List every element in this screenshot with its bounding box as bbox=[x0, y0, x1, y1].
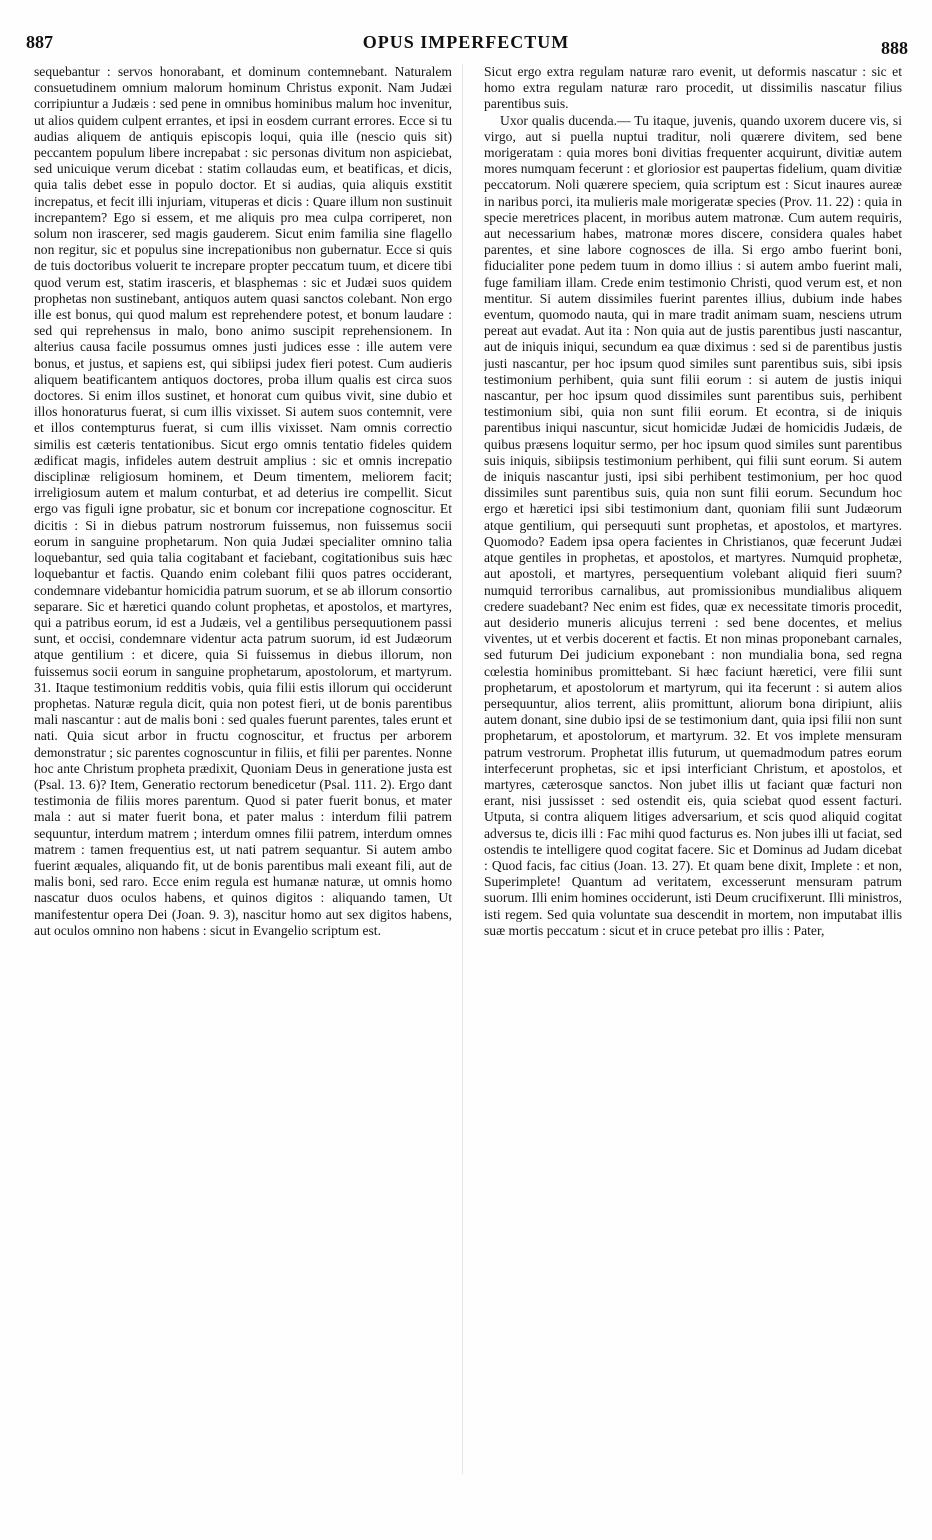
left-column bbox=[34, 64, 452, 1474]
column-divider bbox=[462, 64, 463, 1474]
right-column bbox=[484, 64, 902, 1474]
right-paragraph: Sicut ergo extra regulam naturæ raro evenit, ut deformis nascatur : sic et homo extra regulam naturæ raro procedit, ut dissimilis nascatur filius parentibus suis. bbox=[484, 64, 902, 112]
left-page-number: 887 bbox=[26, 32, 53, 52]
right-paragraph: Uxor qualis ducenda.— Tu itaque, juvenis, quando uxorem ducere vis, si virgo, aut si puella nuptui traditur, noli quærere divitem, sed bene morigeratam : quia mores boni divitias frequenter acquirunt, divitiæ autem mores numquam fecerunt : et gloriosior est paupertas fidelium, quam divitiæ peccatorum. Noli quærere speciem, quia scriptum est : Sicut inaures aureæ in naribus porci, ita mulieris male morigeratæ species (Prov. 11. 22) : quia in specie meretrices placent, in moribus autem matronæ. Cum autem requiris, aut necessarium habes, matronæ mores discere, considera quales habet parentes, et sine labore cognosces de illa. Si ergo ambo fuerint boni, fiducialiter pone pedem tuum in domo illius : si autem ambo fuerint mali, fuge familiam illam. Crede enim testimonio Christi, quod verum est, et non mentitur. Si autem dissimiles fuerint parentes illius, dubium inde habes eventum, quomodo nauta, qui in mare tradit animam suam, nesciens utrum pereat aut evadat. Aut ita : Non quia aut de justis parentibus justi nascantur, aut de iniquis iniqui, secundum ea quæ diximus : sed si de parentibus justis justi nascantur, per hoc ipsum quod similes sunt parentibus suis, sibi ipsis testimonium perhibent, quia sunt filii eorum : si autem de justis iniqui nascantur, per hoc ipsum quod dissimiles sunt parentibus suis, perhibent testimonium sibi, quia non sunt filii eorum. Et econtra, si de iniquis parentibus iniqui nascuntur, sicut homicidæ Judæi de homicidis Judæis, de quibus præsens loquitur sermo, per hoc ipsum quod similes sunt parentibus suis iniquis, sibiipsis testimonium perhibent, qui filii sunt eorum. Si autem de iniquis nascantur justi, ipsi sibi perhibent testimonium, per hoc quod dissimiles sunt parentibus suis, quia non sunt filii eorum. Secundum hoc ergo et hæretici ipsi sibi testimonium dant, quoniam filii sunt Judæorum atque gentilium, qui persequuti sunt prophetas, et apostolos, et martyres. Quomodo? Eadem ipsa opera facientes in Christianos, quæ fecerunt Judæi atque gentiles in prophetas, et apostolos, et martyres. Numquid prophetæ, aut apostoli, et martyres, persequentium volebant aliquid fieri suum? numquid terroribus carnalibus, aut promissionibus mundialibus aliquem credere suadebant? Nec enim est fides, quæ ex necessitate timoris procedit, aut desiderio muneris alicujus terreni : sed bene docentes, et melius viventes, ut et verbis docerent et factis. Et non minas proponebant carnales, sed futurum Dei judicium exponebant : non mundialia bona, sed regna cœlestia hominibus promittebant. Si hæc faciunt hæretici, vere filii sunt prophetarum, et apostolorum et martyrum, qui ita fecerunt : si autem alios persequuntur, alios terrent, aliis promittunt, aliorum bona diripiunt, aliis autem donant, sine dubio ipsi de se testimonium dant, quia ipsi filii non sunt prophetarum, et apostolorum, et martyrum. 32. Et vos implete mensuram patrum vestrorum. Prophetat illis futurum, ut quemadmodum patres eorum interfecerunt prophetas, sic et ipsi interficiant Christum, et apostolos, et martyres, cæterosque sanctos. Non jubet illis ut faciant quæ facturi non erant, nisi jussisset : sed ostendit eis, quia sciebat quod essent facturi. Utputa, si contra aliquem litiges adversarium, et scis quod aliquid cogitat adversus te, dicis illi : Fac mihi quod facturus es. Non jubes illi ut faciat, sed ostendis te intelligere quod cogitat facere. Sic et Dominus ad Judam dicebat : Quod facis, fac citius (Joan. 13. 27). Et quam bene dixit, Implete : et non, Superimplete! Quantum ad veritatem, excesserunt mensuram patrum suorum. Illi enim homines occiderunt, isti Deum crucifixerunt. Illi ministros, isti regem. Sed quia voluntate sua descendit in mortem, non imputabat illis suæ mortis peccatum : sicut et in cruce petebat pro illis : Pater, bbox=[484, 112, 902, 938]
running-title: OPUS IMPERFECTUM bbox=[362, 32, 570, 52]
page-header bbox=[0, 32, 932, 58]
left-paragraph: sequebantur : servos honorabant, et dominum contemnebant. Naturalem consuetudinem omnium malorum hominum Christus exponit. Nam Judæi corripiuntur a Judæis : sed pene in omnibus hominibus malum hoc invenitur, ut alios quidem culpent errantes, et ipsi in eosdem currant errores. Ecce si tu audias aliquem de antiquis episcopis loqui, quia ille (nescio quis sit) peccantem populum libere increpabat : sic personas divitum non aspiciebat, sed unicuique verum dicebat : statim collaudas eum, et beatificas, et dicis, quia talis debet esse in populo doctor. Et si audias, quia aliquis exstitit increpatus, et fecit illi injuriam, vituperas et dicis : Quare illum non sustinuit increpantem? Ego si essem, et me aliquis pro mea culpa corriperet, non solum non irascerer, sed magis gauderem. Sicut enim familia sine flagello non regitur, sic et populus sine increpationibus non gubernatur. Ecce si quis de tuis doctoribus voluerit te increpare propter peccatum tuum, et dicere tibi quod verum est, statim irasceris, et blasphemas : sic et Judæi suos quidem prophetas non sustinebant, antiquos autem quasi sanctos colebant. Non ergo ille est bonus, qui quod malum est reprehendere potest, et bonum laudare : sed qui reprehensus in malo, bono animo suscipit reprehensionem. In alterius causa facile possumus omnes justi judices esse : ille autem vere bonus, et justus, et sapiens est, qui sibiipsi judex fieri potest. Cum audieris aliquem beatificantem antiquos doctores, proba illum qualis est circa suos doctores. Si enim illos sustinet, et honorat cum quibus vivit, sine dubio et illos honoraturus fuerat, si cum illis vixisset. Si autem suos contemnit, vere et illos contempturus fuerat, si cum illis vixisset. Nam omnis correctio similis est cæteris tentationibus. Sicut ergo omnis tentatio fideles quidem ædificat magis, infideles autem destruit amplius : sic et omnis increpatio disciplinæ religiosum hominem, et Deum timentem, meliorem facit; irreligiosum autem et malum conturbat, et ad deterius ire compellit. Sicut ergo vas figuli igne probatur, sic et bonum cor increpatione cognoscitur. Et dicitis : Si in diebus patrum nostrorum fuissemus, non fuissemus socii eorum in sanguine prophetarum. Non quia Judæi specialiter omnino talia loquebantur, sed quia talia cogitabant et faciebant, cogitationibus suis hæc loquebantur et factis. Quando enim colebant filii quos patres occiderant, condemnare videbantur homicidia patrum suorum, et se ab illorum consortio separare. Sic et hæretici quando colunt prophetas, et apostolos, et martyres, qui a patribus eorum, id est a Judæis, vel a gentilibus persequutionem passi sunt, et occisi, condemnare videntur acta patrum suorum, id est Judæorum atque gentilium : et dicere, quia Si fuissemus in diebus illorum, non fuissemus socii eorum in sanguine prophetarum, apostolorum, et martyrum. 31. Itaque testimonium redditis vobis, quia filii estis illorum qui occiderunt prophetas. Naturæ regula dicit, quia non potest fieri, ut de bonis parentibus mali nascantur : aut de malis boni : sed quales fuerunt parentes, tales erunt et nati. Quia sicut arbor in fructu cognoscitur, et fructus per arborem demonstratur ; sic parentes cognoscuntur in filiis, et filii per parentes. Nonne hoc ante Christum propheta prædixit, Quoniam Deus in generatione justa est (Psal. 13. 6)? Item, Generatio rectorum benedicetur (Psal. 111. 2). Ergo dant testimonia de filiis mores parentum. Quod si pater fuerit bonus, et mater mala : aut si mater fuerit bona, et pater malus : interdum filii patrem sequuntur, interdum matrem ; interdum omnes filii patrem, interdum omnes matrem : tamen frequentius est, ut nati patrem sequantur. Si autem ambo fuerint æquales, aliquando fit, ut de bonis parentibus mali exeant fili, aut de malis boni, sed raro. Ecce enim regula est humanæ naturæ, ut omnis homo nascatur duos oculos habens, et quinos digitos : aliquando tamen, Ut manifestentur opera Dei (Joan. 9. 3), nascitur homo aut sex digitos habens, aut oculos omnino non habens : sicut in Evangelio scriptum est. bbox=[34, 64, 452, 938]
right-page-number: 888 bbox=[881, 38, 908, 58]
